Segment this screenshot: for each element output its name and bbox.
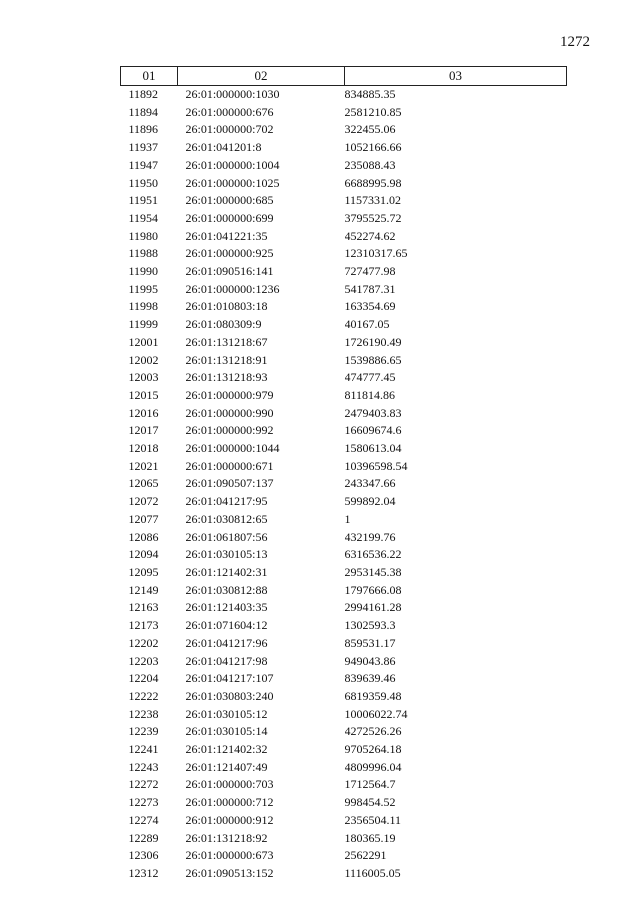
cell-cadastral-number: 26:01:131218:91 [185,352,268,367]
cell-cadastral-number: 26:01:030803:240 [185,688,274,703]
cell-id: 12273 [128,795,159,810]
cell-id: 11894 [128,104,159,119]
data-table [120,66,567,883]
cell-id: 12015 [128,387,159,402]
cell-value: 1539886.65 [344,352,402,367]
cell-value: 839639.46 [344,671,396,686]
table-row [121,228,567,246]
cell-id: 12243 [128,759,159,774]
table-row [121,157,567,175]
table-header [121,67,567,86]
cell-cadastral-number: 26:01:090516:141 [185,264,274,279]
cell-id: 11950 [128,175,159,190]
table-row [121,458,567,476]
cell-cadastral-number: 26:01:041217:96 [185,635,268,650]
column-header-01: 01 [121,67,178,86]
cell-value: 243347.66 [344,476,396,491]
cell-value: 235088.43 [344,157,396,172]
column-header-02: 02 [178,67,345,86]
cell-id: 12239 [128,724,159,739]
table-row [121,139,567,157]
cell-cadastral-number: 26:01:000000:673 [185,848,274,863]
cell-id: 12312 [128,865,159,880]
cell-id: 12222 [128,688,159,703]
table-row [121,121,567,139]
table-row [121,387,567,405]
cell-value: 2994161.28 [344,600,402,615]
cell-cadastral-number: 26:01:131218:67 [185,334,268,349]
cell-value: 9705264.18 [344,742,402,757]
cell-cadastral-number: 26:01:041201:8 [185,140,262,155]
cell-cadastral-number: 26:01:000000:676 [185,104,274,119]
cell-id: 12021 [128,458,159,473]
cell-value: 474777.45 [344,370,396,385]
cell-id: 11937 [128,140,159,155]
cell-cadastral-number: 26:01:041217:107 [185,671,274,686]
cell-id: 11892 [128,87,159,101]
cell-cadastral-number: 26:01:000000:685 [185,193,274,208]
cell-value: 1116005.05 [344,865,401,880]
cell-id: 12077 [128,511,159,526]
cell-value: 1712564.7 [344,777,396,792]
table-row [121,847,567,865]
cell-value: 10006022.74 [344,706,408,721]
table-row [121,192,567,210]
cell-cadastral-number: 26:01:080309:9 [185,317,262,332]
cell-value: 4809996.04 [344,759,402,774]
cell-cadastral-number: 26:01:000000:699 [185,210,274,225]
cell-value: 1726190.49 [344,334,402,349]
cell-value: 1797666.08 [344,582,402,597]
cell-value: 180365.19 [344,830,396,845]
table-row [121,175,567,193]
cell-id: 12016 [128,405,159,420]
cell-id: 12274 [128,812,159,827]
table-row [121,405,567,423]
cell-cadastral-number: 26:01:000000:1030 [185,87,280,101]
cell-id: 12072 [128,494,159,509]
cell-value: 432199.76 [344,529,396,544]
cell-value: 1052166.66 [344,140,402,155]
cell-id: 11980 [128,228,159,243]
cell-id: 11998 [128,299,159,314]
cell-id: 11951 [128,193,159,208]
table-row [121,759,567,777]
table-row [121,546,567,564]
table-row [121,812,567,830]
cell-value: 834885.35 [344,87,396,101]
cell-value: 599892.04 [344,494,396,509]
cell-cadastral-number: 26:01:000000:992 [185,423,274,438]
cell-cadastral-number: 26:01:000000:1044 [185,441,280,456]
cell-id: 12272 [128,777,159,792]
table-row [121,688,567,706]
column-header-03: 03 [345,67,567,86]
cell-value: 12310317.65 [344,246,408,261]
table-row [121,723,567,741]
table-row [121,263,567,281]
table-row [121,475,567,493]
table-row [121,352,567,370]
cell-value: 727477.98 [344,264,396,279]
cell-cadastral-number: 26:01:041217:98 [185,653,268,668]
cell-value: 452274.62 [344,228,396,243]
cell-cadastral-number: 26:01:090513:152 [185,865,274,880]
cell-value: 2562291 [344,848,387,863]
cell-value: 16609674.6 [344,423,402,438]
cell-value: 6688995.98 [344,175,402,190]
table-row [121,776,567,794]
cell-value: 859531.17 [344,635,396,650]
table-row [121,653,567,671]
cell-value: 2356504.11 [344,812,402,827]
cell-id: 12241 [128,742,159,757]
table-row [121,670,567,688]
cell-cadastral-number: 26:01:030105:14 [185,724,268,739]
table-row [121,210,567,228]
cell-id: 12289 [128,830,159,845]
cell-id: 12203 [128,653,159,668]
cell-value: 1302593.3 [344,618,396,633]
cell-cadastral-number: 26:01:131218:93 [185,370,268,385]
cell-id: 12238 [128,706,159,721]
cell-cadastral-number: 26:01:000000:1004 [185,157,280,172]
cell-value: 1157331.02 [344,193,402,208]
table-row [121,741,567,759]
cell-id: 12306 [128,848,159,863]
cell-id: 11988 [128,246,159,261]
cell-value: 6316536.22 [344,547,402,562]
cell-id: 12094 [128,547,159,562]
cell-cadastral-number: 26:01:000000:912 [185,812,274,827]
cell-cadastral-number: 26:01:030105:13 [185,547,268,562]
cell-cadastral-number: 26:01:090507:137 [185,476,274,491]
table-row [121,104,567,122]
cell-value: 4272526.26 [344,724,402,739]
cell-cadastral-number: 26:01:131218:92 [185,830,268,845]
cell-cadastral-number: 26:01:061807:56 [185,529,268,544]
cell-id: 11990 [128,264,159,279]
table-row [121,830,567,848]
cell-id: 12173 [128,618,159,633]
table-row [121,794,567,812]
table-row [121,582,567,600]
cell-value: 10396598.54 [344,458,408,473]
cell-cadastral-number: 26:01:071604:12 [185,618,268,633]
cell-value: 6819359.48 [344,688,402,703]
cell-cadastral-number: 26:01:000000:990 [185,405,274,420]
cell-cadastral-number: 26:01:041221:35 [185,228,268,243]
cell-value: 1580613.04 [344,441,402,456]
cell-cadastral-number: 26:01:000000:671 [185,458,274,473]
cell-cadastral-number: 26:01:000000:925 [185,246,274,261]
cell-cadastral-number: 26:01:030812:88 [185,582,268,597]
table-row [121,245,567,263]
cell-id: 12001 [128,334,159,349]
cell-id: 11995 [128,281,159,296]
cell-value: 322455.06 [344,122,396,137]
cell-value: 3795525.72 [344,210,402,225]
cell-id: 12204 [128,671,159,686]
cell-cadastral-number: 26:01:000000:712 [185,795,274,810]
cell-value: 998454.52 [344,795,396,810]
table-row [121,369,567,387]
table-body [121,86,567,883]
cell-id: 12149 [128,582,159,597]
cell-id: 12095 [128,564,159,579]
table-row [121,617,567,635]
table-row [121,511,567,529]
cell-value: 163354.69 [344,299,396,314]
page-number: 1272 [560,34,590,50]
table-row [121,706,567,724]
cell-cadastral-number: 26:01:121403:35 [185,600,268,615]
cell-cadastral-number: 26:01:000000:702 [185,122,274,137]
cell-value: 2953145.38 [344,564,402,579]
cell-value: 2581210.85 [344,104,402,119]
cell-value: 811814.86 [344,387,396,402]
cell-cadastral-number: 26:01:000000:703 [185,777,274,792]
cell-id: 12017 [128,423,159,438]
cell-value: 2479403.83 [344,405,402,420]
table-row [121,422,567,440]
table-row [121,865,567,883]
cell-id: 12202 [128,635,159,650]
table-row [121,334,567,352]
cell-id: 11896 [128,122,159,137]
table-row [121,440,567,458]
table-row [121,635,567,653]
table-header-row [121,67,567,86]
cell-cadastral-number: 26:01:121402:32 [185,742,268,757]
table-row [121,529,567,547]
cell-cadastral-number: 26:01:030812:65 [185,511,268,526]
table-row [121,298,567,316]
cell-id: 12003 [128,370,159,385]
table-row [121,86,567,104]
cell-cadastral-number: 26:01:010803:18 [185,299,268,314]
cell-value: 541787.31 [344,281,396,296]
cell-id: 11999 [128,317,159,332]
table-row [121,599,567,617]
cell-id: 11954 [128,210,159,225]
cell-id: 12163 [128,600,159,615]
cell-id: 12002 [128,352,159,367]
cell-value: 1 [344,511,351,526]
cell-cadastral-number: 26:01:000000:979 [185,387,274,402]
cell-cadastral-number: 26:01:121402:31 [185,564,268,579]
table-row [121,493,567,511]
data-table-container [120,66,566,883]
cell-cadastral-number: 26:01:000000:1025 [185,175,280,190]
cell-cadastral-number: 26:01:121407:49 [185,759,268,774]
cell-id: 11947 [128,157,159,172]
cell-value: 40167.05 [344,317,390,332]
table-row [121,564,567,582]
cell-cadastral-number: 26:01:030105:12 [185,706,268,721]
cell-id: 12065 [128,476,159,491]
table-row [121,281,567,299]
cell-value: 949043.86 [344,653,396,668]
table-row [121,316,567,334]
cell-cadastral-number: 26:01:041217:95 [185,494,268,509]
cell-cadastral-number: 26:01:000000:1236 [185,281,280,296]
cell-id: 12018 [128,441,159,456]
cell-id: 12086 [128,529,159,544]
